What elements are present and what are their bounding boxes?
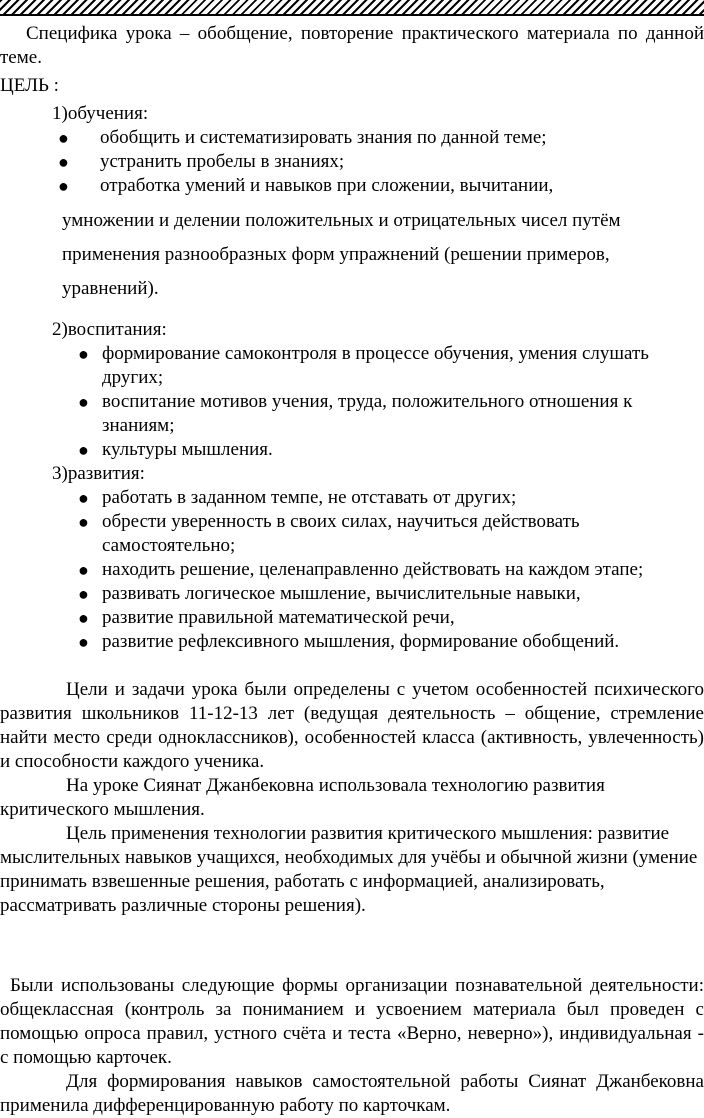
- intro-paragraph: Специфика урока – обобщение, повторение практического материала по данной теме.: [0, 23, 704, 68]
- list-item-text: обобщить и систематизировать знания по данной теме;: [100, 127, 547, 148]
- paragraph-purpose: Цель применения технологии развития критического мышления: развитие мыслительных навыков учащихся, необходимых для учёбы и обычной жизни (умение принимать взвешенные решения, работать с информацией, анализировать, рассматривать различные стороны решения).: [0, 823, 698, 916]
- spacer: [0, 918, 704, 974]
- section-1-continuation: умножении и делении положительных и отрицательных чисел путём применения разнообразных форм упражнений (решении примеров, уравнений).: [62, 210, 621, 299]
- list-item: [0, 606, 704, 630]
- paragraph-cards: Для формирования навыков самостоятельной работы Сиянат Джанбековна применила дифференцированную работу по карточкам.: [0, 1071, 704, 1116]
- list-item-text: устранить пробелы в знаниях;: [100, 151, 345, 172]
- bullet-icon: ●: [78, 632, 89, 652]
- list-item-text: обрести уверенность в своих силах, научиться действовать самостоятельно;: [102, 511, 580, 556]
- list-item: [0, 510, 704, 558]
- list-item: [0, 630, 704, 654]
- section-1-list: [0, 126, 704, 198]
- goal-label: ЦЕЛЬ :: [0, 75, 59, 96]
- list-item: [0, 126, 704, 150]
- bullet-icon: ●: [78, 512, 89, 532]
- bullet-icon: ●: [58, 128, 69, 148]
- list-item-text: формирование самоконтроля в процессе обучения, умения слушать других;: [102, 343, 649, 388]
- list-item: [0, 486, 704, 510]
- section-3-list: [0, 486, 704, 654]
- goal-heading: [0, 74, 704, 98]
- list-item: [0, 438, 704, 462]
- bullet-icon: ●: [78, 560, 89, 580]
- bullet-icon: ●: [78, 608, 89, 628]
- list-item-text: отработка умений и навыков при сложении, вычитании,: [100, 175, 554, 196]
- bullet-icon: ●: [78, 344, 89, 364]
- list-item: [0, 582, 704, 606]
- list-item-text: воспитание мотивов учения, труда, положительного отношения к знаниям;: [102, 391, 633, 436]
- list-item-text: развитие правильной математической речи,: [102, 607, 455, 628]
- document-page: [0, 22, 704, 1118]
- paragraph-forms: Были использованы следующие формы организации познавательной деятельности: общеклассная (контроль за пониманием и усвоением материала был проведен с помощью опроса правил, устного счёта и теста «Верно, неверно»), индивидуальная - с помощью карточек.: [0, 975, 704, 1068]
- list-item: [0, 558, 704, 582]
- bullet-icon: ●: [58, 152, 69, 172]
- list-item-text: работать в заданном темпе, не отставать от других;: [102, 487, 517, 508]
- list-item-text: находить решение, целенаправленно действовать на каждом этапе;: [102, 559, 644, 580]
- bullet-icon: ●: [78, 488, 89, 508]
- bullet-icon: ●: [78, 584, 89, 604]
- list-item-text: культуры мышления.: [102, 439, 273, 460]
- bullet-icon: ●: [78, 440, 89, 460]
- list-item-text: развитие рефлексивного мышления, формирование обобщений.: [102, 631, 620, 652]
- section-2-heading: 2)воспитания:: [52, 319, 167, 340]
- decorative-border: [0, 0, 704, 16]
- paragraph-goals: Цели и задачи урока были определены с учетом особенностей психического развития школьников 11-12-13 лет (ведущая деятельность – общение, стремление найти место среди одноклассников), особенностей класса (активность, увлеченность) и способности каждого ученика.: [0, 679, 704, 772]
- list-item: [0, 174, 704, 198]
- list-item-text: развивать логическое мышление, вычислительные навыки,: [102, 583, 581, 604]
- bullet-icon: ●: [78, 392, 89, 412]
- list-item: [0, 150, 704, 174]
- section-3-heading: 3)развития:: [52, 463, 145, 484]
- section-1-heading: 1)обучения:: [52, 103, 149, 124]
- list-item: [0, 342, 704, 390]
- section-2-list: [0, 342, 704, 462]
- paragraph-technology: На уроке Сиянат Джанбековна использовала технологию развития критического мышления.: [0, 775, 605, 820]
- list-item: [0, 390, 704, 438]
- bullet-icon: ●: [58, 176, 69, 196]
